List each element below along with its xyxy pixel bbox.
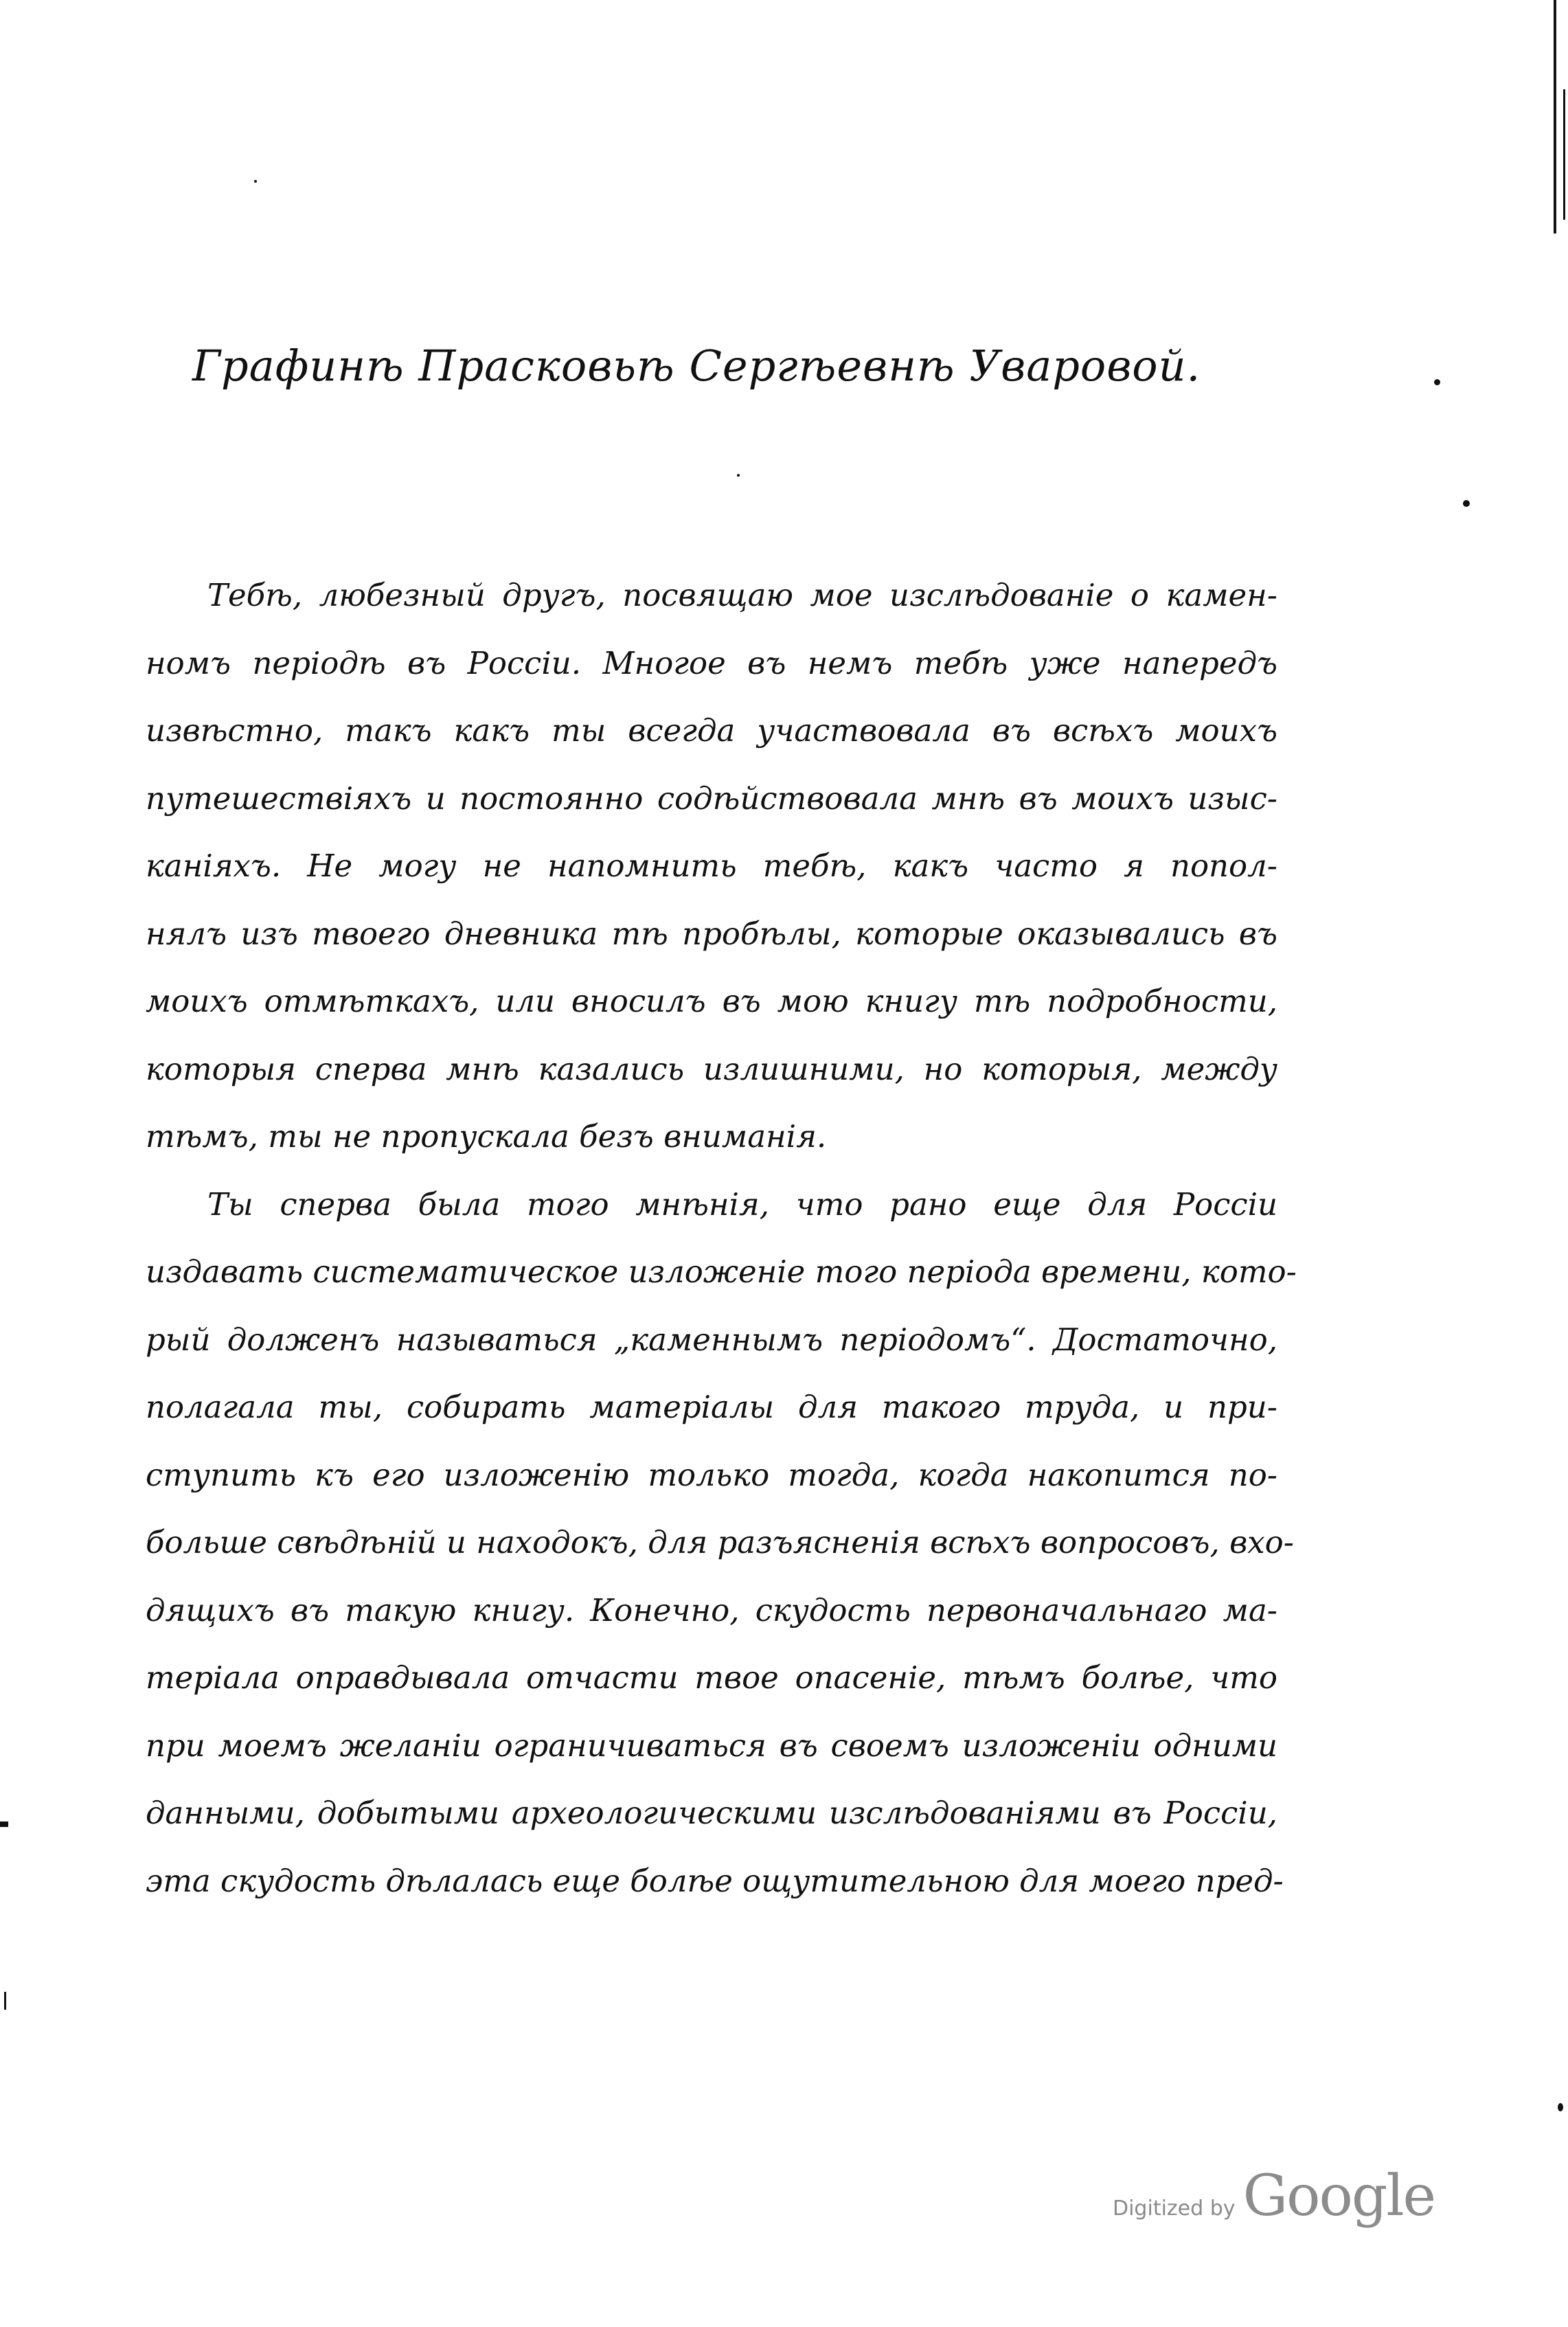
scan-speck (1463, 500, 1470, 507)
scan-edge-mark (1563, 89, 1565, 220)
text-line: тѣмъ, ты не пропускала безъ вниманія. (146, 1118, 827, 1155)
text-line: полагала ты, собирать матеріалы для такого труда, и при- (146, 1389, 1277, 1425)
text-line: эта скудость дѣлалась еще болѣе ощутительною для моего пред- (146, 1862, 1284, 1899)
scan-speck (737, 474, 740, 477)
text-line: каніяхъ. Не могу не напомнить тебѣ, какъ часто я попол- (146, 848, 1277, 884)
text-line: нялъ изъ твоего дневника тѣ пробѣлы, которые оказывались въ (146, 915, 1277, 952)
text-line: при моемъ желаніи ограничиваться въ своемъ изложеніи одними (146, 1727, 1277, 1764)
scan-speck (1434, 379, 1440, 385)
dedication-text (146, 562, 1297, 1915)
text-line: данными, добытыми археологическими изслѣдованіями въ Россіи, (146, 1795, 1277, 1831)
watermark-google-logo: Google (1242, 2164, 1435, 2229)
text-line: дящихъ въ такую книгу. Конечно, скудость первоначальнаго ма- (146, 1591, 1277, 1628)
text-line: которыя сперва мнѣ казались излишними, но которыя, между (146, 1050, 1277, 1087)
text-line: Ты сперва была того мнѣнія, что рано еще для Россіи (207, 1185, 1277, 1223)
scan-speck (254, 180, 257, 183)
watermark-digitized-by: Digitized by (1113, 2197, 1236, 2221)
text-line: номъ періодѣ въ Россіи. Многое въ немъ тебѣ уже напередъ (146, 644, 1277, 681)
text-line: Тебѣ, любезный другъ, посвящаю мое изслѣдованіе о камен- (207, 577, 1277, 613)
dedication-title: Графинѣ Прасковьѣ Сергѣевнѣ Уваровой. (192, 341, 1201, 391)
text-line: моихъ отмѣткахъ, или вносилъ въ мою книгу тѣ подробности, (146, 983, 1277, 1019)
text-line: рый долженъ называться „каменнымъ періодомъ“. Достаточно, (146, 1321, 1277, 1358)
scan-edge-mark (1554, 0, 1556, 234)
paragraph-1 (146, 562, 1277, 1171)
text-line: издавать систематическое изложеніе того періода времени, кото- (146, 1253, 1297, 1290)
text-line: извѣстно, такъ какъ ты всегда участвовала въ всѣхъ моихъ (146, 712, 1277, 749)
scan-speck (1558, 2103, 1563, 2111)
digitized-by-google-watermark (1113, 2164, 1435, 2229)
scan-edge-mark (0, 1821, 8, 1827)
text-line: путешествіяхъ и постоянно содѣйствовала мнѣ въ моихъ изыс- (146, 780, 1277, 817)
text-line: больше свѣдѣній и находокъ, для разъясненія всѣхъ вопросовъ, вхо- (146, 1524, 1294, 1560)
text-line: ступить къ его изложенію только тогда, когда накопится по- (146, 1456, 1277, 1493)
scan-edge-mark (4, 1992, 6, 2010)
paragraph-2 (146, 1171, 1297, 1916)
text-line: теріала оправдывала отчасти твое опасеніе, тѣмъ болѣе, что (146, 1659, 1277, 1696)
